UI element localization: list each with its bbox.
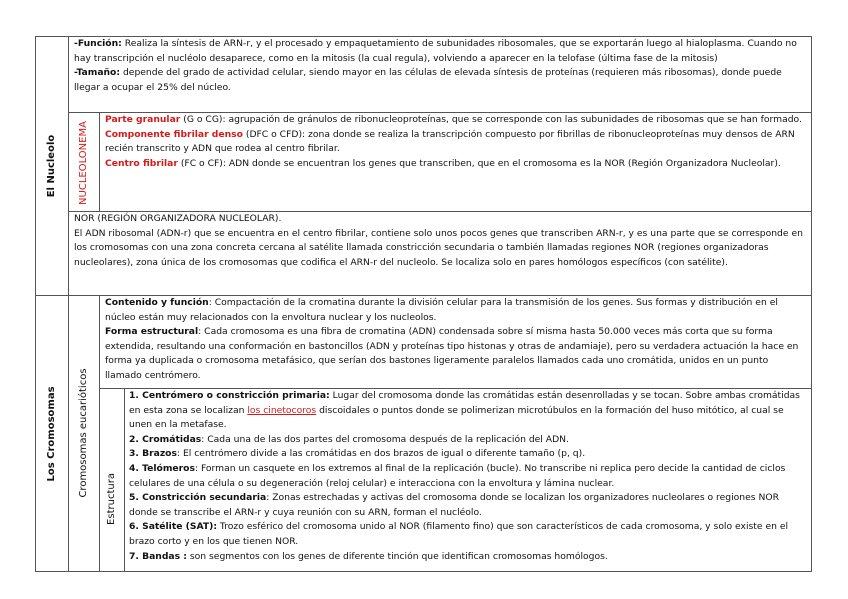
forma-label: Forma estructural	[105, 326, 199, 338]
nor-title: NOR (REGIÓN ORGANIZADORA NUCLEOLAR).	[74, 213, 282, 224]
componente-fibrilar-paragraph	[105, 128, 805, 157]
parte-granular-text: (G o CG): agrupación de gránulos de ribonucleoproteínas, que se corresponde con las subunidades de ribosomas que se han formado.	[180, 114, 802, 125]
cinetocoros-link[interactable]: los cinetocoros	[247, 404, 317, 416]
cromosomas-eucarioticos-label: Cromosomas eucarióticos	[78, 368, 89, 498]
list-item: 4. Telómeros: Forman un casquete en los extremos al final de la replicación (bucle). No transcribe ni replica pero decide la cantidad de ciclos celulares de una célula o su degeneración (reloj celular) e interacciona con la envoltura y lámina nuclear.	[129, 462, 786, 489]
table-right-border	[811, 36, 812, 572]
funcion-paragraph	[74, 37, 805, 66]
table-bottom-border	[35, 571, 812, 572]
funcion-text: Realiza la síntesis de ARN-r, y el procesado y empaquetamiento de subunidades ribosomales, que se exportarán luego al hialoplasma. Cuando no hay transcripción el nucléolo desaparece, como en la mitosis (la cual regula), volviendo a aparecer en la telofase (última fase de la mitosis)	[74, 38, 797, 64]
list-item: 2. Cromátidas: Cada una de las dos partes del cromosoma después de la replicación del ADN.	[129, 433, 569, 445]
nor-text: El ADN ribosomal (ADN-r) que se encuentra en el centro fibrilar, contiene solo unos pocos genes que transcriben ARN-r, y es una parte que se corresponde en los cromosomas con una zona concreta cercana al satélite llamada constricción secundaria o también llamadas regiones NOR (regiones organizadoras nucleolares), zona única de los cromosomas que codifica el ARN-r del nucleolo. Se localiza solo en pares homólogos específicos (con satélite).	[74, 227, 803, 268]
centro-fibrilar-text: (FC o CF): ADN donde se encuentran los genes que transcriben, que en el cromosoma es la NOR (Región Organizadora Nucleolar).	[177, 157, 781, 169]
funcion-label: -Función:	[74, 38, 122, 49]
label-column-divider	[68, 36, 69, 572]
cromosomas-contenido-cell	[100, 296, 811, 384]
contenido-paragraph	[105, 296, 805, 325]
nor-cell	[69, 212, 811, 270]
estructura-cell	[125, 389, 811, 564]
section-label-nucleolo: El Nucleolo	[46, 134, 57, 198]
parte-granular-label: Parte granular	[105, 114, 181, 125]
contenido-text: : Compactación de la cromatina durante la división celular para la transmisión de los genes. Sus formas y distribución en el núcleo están muy relacionados con la envoltura nuclear y los nucleolos.	[105, 297, 778, 323]
section-label-cromosomas: Los Cromosomas	[46, 386, 57, 482]
parte-granular-paragraph	[105, 113, 805, 128]
list-item: 7. Bandas : son segmentos con los genes de diferente tinción que identifican cromosomas homólogos.	[129, 550, 608, 562]
estructura-label: Estructura	[106, 473, 117, 525]
contenido-label: Contenido y función	[105, 297, 209, 308]
nucleolonema-cell	[100, 113, 811, 171]
table-left-border	[35, 36, 36, 572]
tamano-paragraph	[74, 66, 805, 95]
forma-paragraph	[105, 325, 805, 383]
nucleolo-funcion-cell	[69, 37, 811, 95]
list-item: 5. Constricción secundaria: Zonas estrechadas y activas del cromosoma donde se localizan los organizadores nucleolares o regiones NOR donde se transcribe el ARN-r y cuya reunión con su ARN, forman el nucléolo.	[129, 492, 779, 518]
nucleolonema-label: NUCLEOLONEMA	[78, 121, 89, 205]
tamano-label: -Tamaño:	[74, 67, 121, 79]
forma-text: : Cada cromosoma es una fibra de cromatina (ADN) condensada sobre sí misma hasta 50.000 veces más corta que su forma extendida, resultando una conformación en bastoncillos (ADN y proteínas tipo histonas y otras de andamiaje), pero su verdadera actuación la hace en forma ya duplicada o cromosoma metafásico, que serían dos bastones ligeramente paralelos llamados cada uno cromátida, unidos en un punto llamado centrómero.	[105, 326, 799, 381]
centro-fibrilar-paragraph	[105, 157, 805, 172]
componente-fibrilar-text: (DFC o CFD): zona donde se realiza la transcripción compuesto por fibrillas de ribonucleoproteínas muy densos de ARN recién transcrito y ADN que rodea al centro fibrilar.	[105, 128, 795, 155]
list-item: 6. Satélite (SAT): Trozo esférico del cromosoma unido al NOR (filamento fino) que son característicos de cada cromosoma, y solo existe en el brazo corto y en los que tienen NOR.	[129, 521, 789, 547]
list-item: 3. Brazos: El centrómero divide a las cromátidas en dos brazos de igual o diferente tamaño (p, q).	[129, 448, 586, 460]
centro-fibrilar-label: Centro fibrilar	[105, 157, 178, 169]
list-item: 1. Centrómero o constricción primaria: Lugar del cromosoma donde las cromátidas están desenrolladas y se tocan. Sobre ambas cromátidas en esta zona se localizan los cinetocoros discoidales o puntos donde se polimerizan microtúbulos en la formación del huso mitótico, al cual se unen en la metafase.	[129, 390, 800, 431]
tamano-text: depende del grado de actividad celular, siendo mayor en las células de elevada síntesis de proteínas (requieren más ribosomas), donde puede llegar a ocupar el 25% del núcleo.	[74, 67, 782, 93]
componente-fibrilar-label: Componente fibrilar denso	[105, 128, 243, 140]
